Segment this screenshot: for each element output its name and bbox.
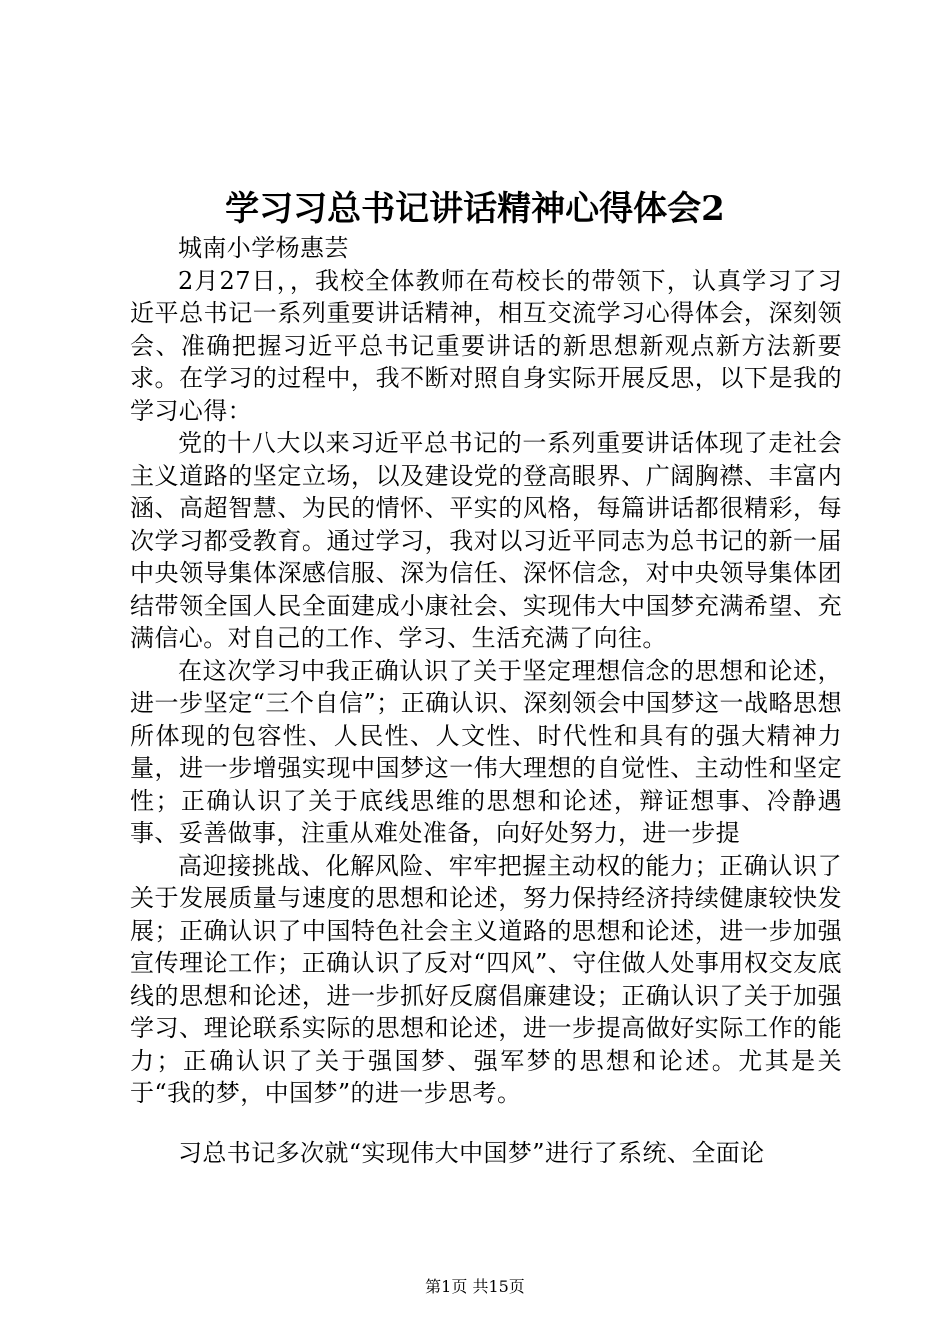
paragraph-intro: 2月27日，，我校全体教师在苟校长的带领下，认真学习了习近平总书记一系列重要讲话精神，相互交流学习心得体会，深刻领会、准确把握习近平总书记重要讲话的新思想新观点新方法新要求。在学习的过程中，我不断对照自身实际开展反思，以下是我的学习心得： <box>130 266 842 425</box>
author-line: 城南小学杨惠芸 <box>178 234 349 262</box>
paragraph-speech-summary: 党的十八大以来习近平总书记的一系列重要讲话体现了走社会主义道路的坚定立场，以及建设党的登高眼界、广阔胸襟、丰富内涵、高超智慧、为民的情怀、平实的风格，每篇讲话都很精彩，每次学习都受教育。通过学习，我对以习近平同志为总书记的新一届中央领导集体深感信服、深为信任、深怀信念，对中央领导集体团结带领全国人民全面建成小康社会、实现伟大中国梦充满希望、充满信心。对自己的工作、学习、生活充满了向往。 <box>130 429 842 652</box>
paragraph-chinese-dream: 习总书记多次就“实现伟大中国梦”进行了系统、全面论 <box>178 1138 765 1167</box>
document-body <box>130 232 842 1169</box>
document-title: 学习习总书记讲话精神心得体会2 <box>225 189 725 229</box>
paragraph-study-points: 在这次学习中我正确认识了关于坚定理想信念的思想和论述，进一步坚定“三个自信”；正确认识、深刻领会中国梦这一战略思想所体现的包容性、人民性、人文性、时代性和具有的强大精神力量，进一步增强实现中国梦这一伟大理想的自觉性、主动性和坚定性；正确认识了关于底线思维的思想和论述，辩证想事、冷静遇事、妥善做事，注重从难处准备，向好处努力，进一步提 <box>130 656 842 847</box>
page-number-footer: 第1页 共15页 <box>425 1277 525 1296</box>
paragraph-study-points-continued: 高迎接挑战、化解风险、牢牢把握主动权的能力；正确认识了关于发展质量与速度的思想和论述，努力保持经济持续健康较快发展；正确认识了中国特色社会主义道路的思想和论述，进一步加强宣传理论工作；正确认识了反对“四风”、守住做人处事用权交友底线的思想和论述，进一步抓好反腐倡廉建设；正确认识了关于加强学习、理论联系实际的思想和论述，进一步提高做好实际工作的能力；正确认识了关于强国梦、强军梦的思想和论述。尤其是关于“我的梦，中国梦”的进一步思考。 <box>130 851 842 1107</box>
